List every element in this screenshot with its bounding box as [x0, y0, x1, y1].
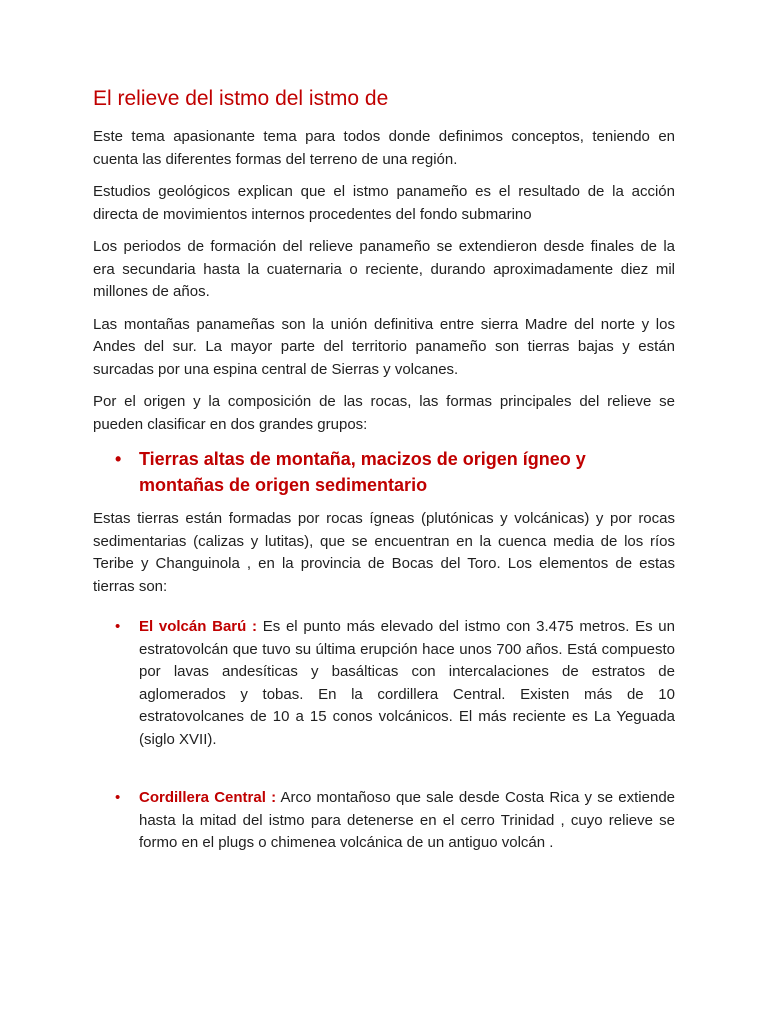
classification-paragraph: Por el origen y la composición de las rocas, las formas principales del relieve se pueden clasificar en dos grandes grupos: [93, 393, 675, 433]
list-item-term: El volcán Barú : [139, 618, 258, 635]
list-item-cordillera-central [93, 787, 675, 855]
section-heading: Tierras altas de montaña, macizos de origen ígneo y montañas de origen sedimentario [139, 449, 586, 495]
list-item-volcan-baru [93, 616, 675, 751]
geology-paragraph: Estudios geológicos explican que el istmo panameño es el resultado de la acción directa de movimientos internos procedentes del fondo submarino [93, 183, 675, 223]
formation-paragraph: Los periodos de formación del relieve panameño se extendieron desde finales de la era secundaria hasta la cuaternaria o reciente, durando aproximadamente diez mil millones de años. [93, 238, 675, 300]
bullet-icon: • [115, 449, 122, 469]
intro-paragraph: Este tema apasionante tema para todos donde definimos conceptos, teniendo en cuenta las diferentes formas del terreno de una región. [93, 128, 675, 168]
document-title: El relieve del istmo del istmo de [93, 87, 389, 110]
bullet-icon: • [115, 789, 121, 806]
section-heading-bullet [93, 446, 675, 498]
list-item-text: Es el punto más elevado del istmo con 3.475 metros. Es un estratovolcán que tuvo su última erupción hace unos 700 años. Está compuesto por lavas andesíticas y basálticas con intercalaciones de estratos de aglomerados y tobas. En la cordillera Central. Existen más de 10 estratovolcanes de 10 a 15 conos volcánicos. El más reciente es La Yeguada (siglo XVII). [139, 618, 675, 748]
section-paragraph: Estas tierras están formadas por rocas ígneas (plutónicas y volcánicas) y por rocas sedimentarias (calizas y lutitas), que se encuentran en la cuenca media de los ríos Teribe y Changuinola , en la provincia de Bocas del Toro. Los elementos de estas tierras son: [93, 510, 675, 595]
mountains-paragraph: Las montañas panameñas son la unión definitiva entre sierra Madre del norte y los Andes del sur. La mayor parte del territorio panameño son tierras bajas y están surcadas por una espina central de Sierras y volcanes. [93, 315, 675, 378]
list-item-text: Arco montañoso que sale desde Costa Rica y se extiende hasta la mitad del istmo para detenerse en el cerro Trinidad , cuyo relieve se formo en el plugs o chimenea volcánica de un antiguo volcán . [139, 789, 675, 851]
list-item-term: Cordillera Central : [139, 789, 277, 806]
bullet-icon: • [115, 618, 121, 635]
document-page [93, 84, 675, 855]
